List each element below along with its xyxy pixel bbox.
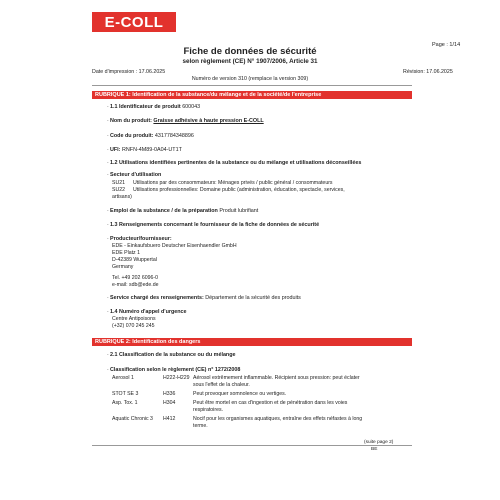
hazard-class: Aquatic Chronic 3 <box>112 416 153 422</box>
section-1-2-heading: 1.2 Utilisations identifiées pertinentes de la substance ou du mélange et utilisations déconseillées <box>110 160 362 166</box>
hazard-text: Peut être mortel en cas d'ingestion et de pénétration dans les voies <box>193 400 348 406</box>
bullet: · <box>107 352 109 358</box>
bullet: · <box>107 236 109 242</box>
supplier-line: Germany <box>112 264 134 270</box>
hazard-class: STOT SE 3 <box>112 391 139 397</box>
bullet: · <box>107 104 109 110</box>
document-subtitle: selon règlement (CE) N° 1907/2006, Article 31 <box>182 58 318 65</box>
section-1-3-heading: 1.3 Renseignements concernant le fournisseur de la fiche de données de sécurité <box>110 222 320 228</box>
revision-date: Révision: 17.06.2025 <box>403 69 453 75</box>
use-of-substance: Emploi de la substance / de la préparation Produit lubrifiant <box>110 208 259 214</box>
bullet: · <box>107 222 109 228</box>
country-code: BE <box>371 447 378 452</box>
bullet: · <box>107 118 109 124</box>
product-code: Code du produit: 4317784348896 <box>110 133 194 139</box>
divider <box>92 85 412 86</box>
emergency-heading: 1.4 Numéro d'appel d'urgence <box>110 309 187 315</box>
hazard-class: Asp. Tox. 1 <box>112 400 138 406</box>
section-1-header: RUBRIQUE 1: Identification de la substance/du mélange et de la société/de l'entreprise <box>92 91 412 99</box>
product-identifier: 1.1 Identificateur de produit 600043 <box>110 104 201 110</box>
supplier-line: EDE - Einkaufsbuero Deutscher Eisenhaendler GmbH <box>112 243 237 249</box>
hazard-class: Aerosol 1 <box>112 375 134 381</box>
su22-text-cont: artisans) <box>112 194 132 200</box>
sector-label: Secteur d'utilisation <box>110 172 162 178</box>
hazard-text-cont: sous l'effet de la chaleur. <box>193 382 250 388</box>
info-service: Service chargé des renseignements: Département de la sécurité des produits <box>110 295 301 301</box>
section-2-1-heading: 2.1 Classification de la substance ou du mélange <box>110 352 236 358</box>
hazard-code: H222-H229 <box>163 375 190 381</box>
section-2-header: RUBRIQUE 2: Identification des dangers <box>92 338 412 346</box>
bullet: · <box>107 295 109 301</box>
footer-divider <box>92 445 412 446</box>
emergency-line: (+32) 070 245 245 <box>112 323 155 329</box>
bullet: · <box>107 172 109 178</box>
hazard-code: H336 <box>163 391 176 397</box>
product-name: Nom du produit: Graisse adhésive à haute pression E-COLL <box>110 118 264 124</box>
supplier-line: D-42389 Wuppertal <box>112 257 157 263</box>
supplier-email: e-mail: sdb@ede.de <box>112 282 159 288</box>
hazard-text-cont: respiratoires. <box>193 407 223 413</box>
supplier-label: Producteur/fournisseur: <box>110 236 172 242</box>
bullet: · <box>107 309 109 315</box>
bullet: · <box>107 160 109 166</box>
classification-label: Classification selon le règlement (CE) n° 1272/2008 <box>110 367 241 373</box>
su21-code: SU21 <box>112 180 125 186</box>
bullet: · <box>107 208 109 214</box>
su22-text: Utilisations professionnelles: Domaine public (administration, éducation, spectacle, services, <box>133 187 345 193</box>
document-title: Fiche de données de sécurité <box>183 46 317 57</box>
hazard-text: Nocif pour les organismes aquatiques, entraîne des effets néfastes à long <box>193 416 363 422</box>
page-number: Page : 1/14 <box>432 42 461 48</box>
version-number: Numéro de version 310 (remplace la version 309) <box>191 76 309 82</box>
hazard-code: H412 <box>163 416 176 422</box>
su22-code: SU22 <box>112 187 125 193</box>
supplier-line: EDE Platz 1 <box>112 250 140 256</box>
hazard-text: Peut provoquer somnolence ou vertiges. <box>193 391 287 397</box>
emergency-line: Centre Antipoisons <box>112 316 156 322</box>
bullet: · <box>107 367 109 373</box>
bullet: · <box>107 147 109 153</box>
ufi-code: UFI: RNFN-4M89-0A04-UT1T <box>110 147 182 153</box>
su21-text: Utilisations par des consommateurs: Ménages privés / public général / consommateurs <box>133 180 333 186</box>
hazard-text-cont: terme. <box>193 423 208 429</box>
hazard-code: H304 <box>163 400 176 406</box>
bullet: · <box>107 133 109 139</box>
print-date: Date d'impression : 17.06.2025 <box>92 69 166 75</box>
supplier-phone: Tel. +49 202 6096-0 <box>112 275 159 281</box>
hazard-text: Aérosol extrêmement inflammable. Récipient sous pression: peut éclater <box>193 375 360 381</box>
brand-logo: E-COLL <box>92 12 176 32</box>
continued-note: (suite page 2) <box>364 440 394 445</box>
